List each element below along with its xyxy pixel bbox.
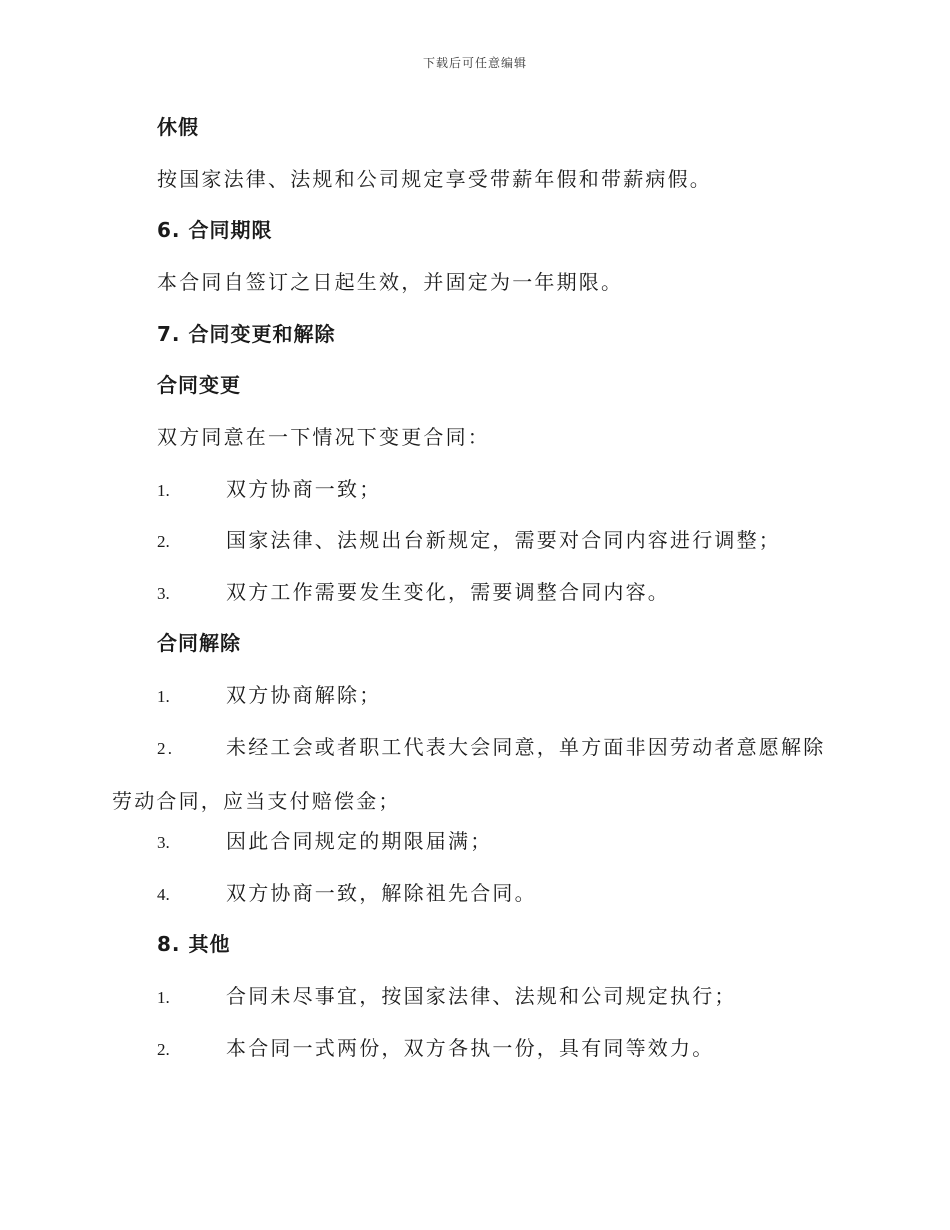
change-termination-heading: 7. 合同变更和解除 <box>157 322 336 346</box>
list-text: 双方工作需要发生变化，需要调整合同内容。 <box>226 580 670 604</box>
termination-heading: 合同解除 <box>157 631 241 655</box>
term-heading: 6. 合同期限 <box>157 218 273 242</box>
change-list-item <box>157 475 381 505</box>
change-intro: 双方同意在一下情况下变更合同： <box>157 425 490 449</box>
other-list-item <box>157 982 737 1012</box>
list-text: 双方协商一致； <box>226 477 382 501</box>
termination-list-item <box>112 721 832 827</box>
list-number: 2. <box>157 1040 170 1059</box>
list-number: 2. <box>157 532 170 551</box>
list-text: 双方协商解除； <box>226 683 382 707</box>
change-list-item <box>157 578 670 608</box>
leave-text: 按国家法律、法规和公司规定享受带薪年假和带薪病假。 <box>157 167 712 191</box>
list-number: 3. <box>157 584 170 603</box>
list-number: 2. <box>157 739 175 758</box>
header-note: 下载后可任意编辑 <box>422 56 527 70</box>
termination-list-item <box>157 827 492 857</box>
list-text: 未经工会或者职工代表大会同意，单方面非因劳动者意愿解除劳动合同，应当支付赔偿金； <box>112 735 826 813</box>
list-number: 1. <box>157 687 170 706</box>
list-text: 国家法律、法规出台新规定，需要对合同内容进行调整； <box>226 528 781 552</box>
change-heading: 合同变更 <box>157 373 241 397</box>
termination-list-item <box>157 681 381 711</box>
list-number: 1. <box>157 988 170 1007</box>
list-number: 1. <box>157 481 170 500</box>
other-list-item <box>157 1034 714 1064</box>
termination-list-item <box>157 879 537 909</box>
leave-heading: 休假 <box>157 115 199 139</box>
list-number: 4. <box>157 885 170 904</box>
list-text: 本合同一式两份，双方各执一份，具有同等效力。 <box>226 1036 715 1060</box>
list-text: 合同未尽事宜，按国家法律、法规和公司规定执行； <box>226 984 737 1008</box>
list-text: 因此合同规定的期限届满； <box>226 829 493 853</box>
other-heading: 8. 其他 <box>157 932 231 956</box>
change-list-item <box>157 526 781 556</box>
term-text: 本合同自签订之日起生效，并固定为一年期限。 <box>157 270 624 294</box>
list-number: 3. <box>157 833 170 852</box>
list-text: 双方协商一致，解除祖先合同。 <box>226 881 537 905</box>
